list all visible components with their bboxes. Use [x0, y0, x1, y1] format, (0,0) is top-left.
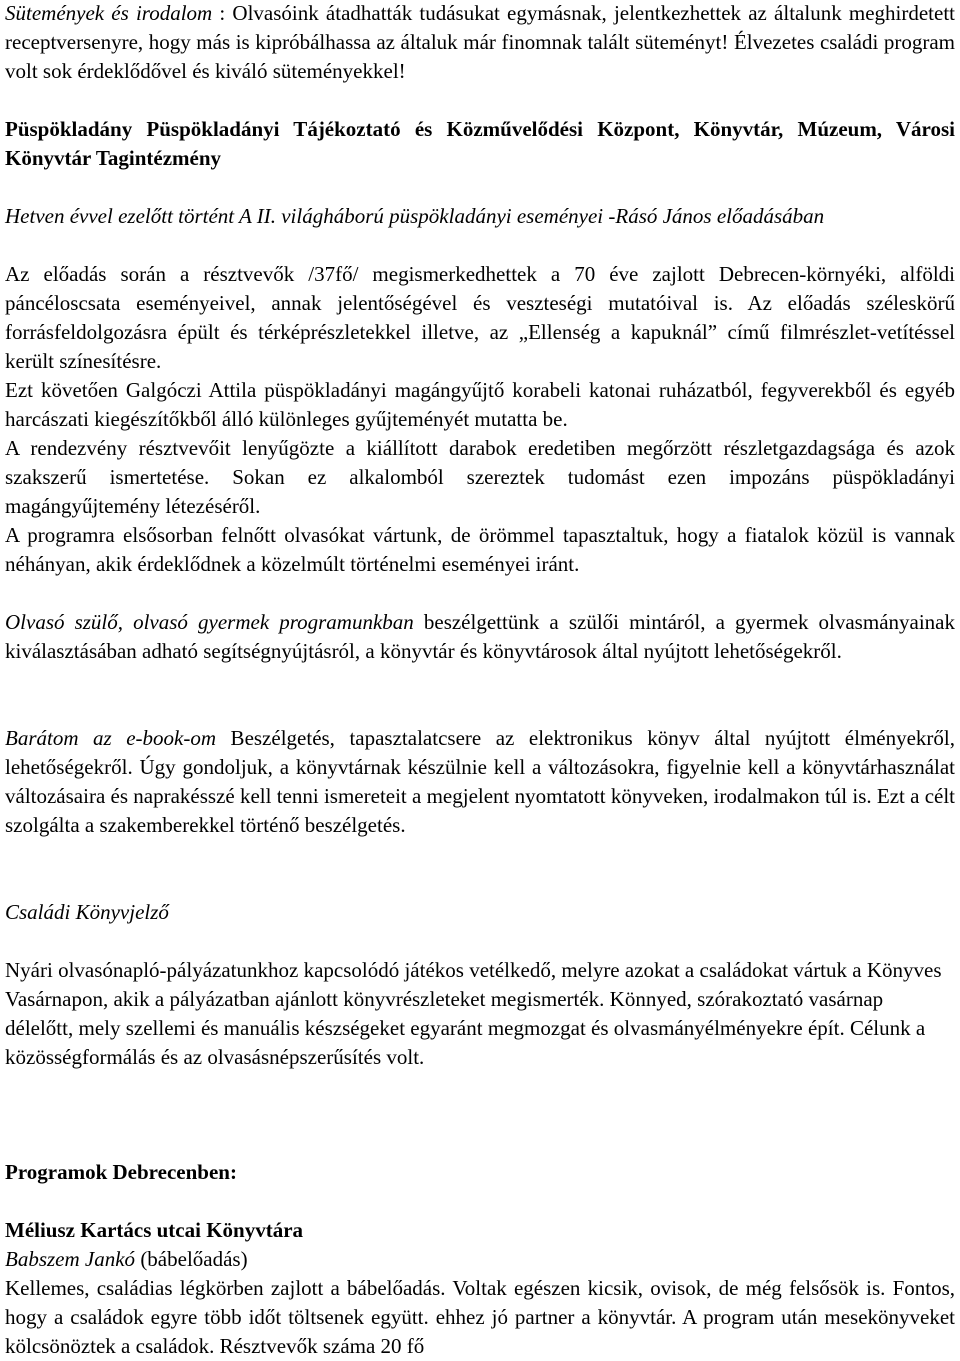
- institution-heading: Méliusz Kartács utcai Könyvtára: [5, 1218, 304, 1242]
- program-description: Az előadás során a résztvevők /37fő/ megismerkedhettek a 70 éve zajlott Debrecen-környéki, alföldi páncéloscsata eseményeivel, annak jelentőségével és veszteségi mutatóival is. Az előadás széleskörű forrásfeldolgozásra épült és térképrészletekkel illetve, az „Ellenség a kapuknál” című filmrészlet-vetítéssel került színesítésre.: [5, 262, 955, 373]
- program-description: beszélgettünk a szülői mintáról, a gyermek olvasmányainak kiválasztásában adható segítségnyújtásról, a könyvtár és könyvtárosok által nyújtott lehetőségekről.: [5, 610, 955, 663]
- paragraph-olvaso-szulo: [5, 608, 955, 666]
- program-description: A rendezvény résztvevőit lenyűgözte a kiállított darabok eredetiben megőrzött részletgazdagsága és azok szakszerű ismertetése. Sokan ez alkalomból szereztek tudomást ezen impozáns püspökladányi magángyűjtemény létezéséről.: [5, 436, 955, 518]
- program-subtitle: (bábelőadás): [135, 1247, 248, 1271]
- program-title: Barátom az e-book-om: [5, 726, 217, 750]
- program-description: Ezt követően Galgóczi Attila püspökladányi magángyűjtő korabeli katonai ruházatból, fegyverekből és egyéb harcászati kiegészítőkből álló különleges gyűjteményét mutatta be.: [5, 378, 955, 431]
- program-title: Sütemények és irodalom: [5, 1, 213, 25]
- paragraph-babszem: [5, 1245, 955, 1274]
- program-description: A programra elsősorban felnőtt olvasókat vártunk, de örömmel tapasztaltuk, hogy a fiatalok közül is vannak néhányan, akik érdeklődnek a közelmúlt történelmi eseményei iránt.: [5, 523, 955, 576]
- program-title: Olvasó szülő, olvasó gyermek programunkban: [5, 610, 414, 634]
- program-description: Nyári olvasónapló-pályázatunkhoz kapcsolódó játékos vetélkedő, melyre azokat a családokat vártuk a Könyves Vasárnapon, akik a pályázatban ajánlott könyvrészleteket megismerték. Könnyed, szórakoztató vasárnap délelőtt, mely szellemi és manuális készségeket egyaránt megmozgat és olvasmányélményekre épít. Célunk a közösségformálás és az olvasásnépszerűsítés volt.: [5, 958, 942, 1069]
- program-title: Hetven évvel ezelőtt történt A II. világháború püspökladányi eseményei -Rásó János előadásában: [5, 204, 825, 228]
- paragraph-ebook: [5, 724, 955, 840]
- institution-heading: Püspökladány Püspökladányi Tájékoztató és Közművelődési Központ, Könyvtár, Múzeum, Városi Könyvtár Tagintézmény: [5, 117, 955, 170]
- section-heading: Programok Debrecenben:: [5, 1160, 237, 1184]
- paragraph-sutemenyek: [5, 0, 955, 86]
- program-description: Kellemes, családias légkörben zajlott a bábelőadás. Voltak egészen kicsik, ovisok, de még felsősök is. Fontos, hogy a családok egyre több időt töltsenek együtt. ehhez jó partner a könyvtár. A program után mesekönyveket kölcsönöztek a családok. Résztvevők száma 20 fő: [5, 1276, 955, 1358]
- program-title: Babszem Jankó: [5, 1247, 136, 1271]
- program-description: Beszélgetés, tapasztalatcsere az elektronikus könyv által nyújtott élményekről, lehetőségekről. Úgy gondoljuk, a könyvtárnak készülnie kell a változásokra, figyelnie kell a könyvtárhasználat változásaira és naprakésszé kell tenni ismereteit a megjelent nyomtatott könyveken, irodalmakon túl is. Ezt a célt szolgálta a szakemberekkel történő beszélgetés.: [5, 726, 956, 837]
- program-description: : Olvasóink átadhatták tudásukat egymásnak, jelentkezhettek az általunk meghirdetett receptversenyre, hogy más is kipróbálhassa az általuk már finomnak talált süteményt! Élvezetes családi program volt sok érdeklődővel és kiváló süteményekkel!: [5, 1, 956, 83]
- program-title: Családi Könyvjelző: [5, 900, 169, 924]
